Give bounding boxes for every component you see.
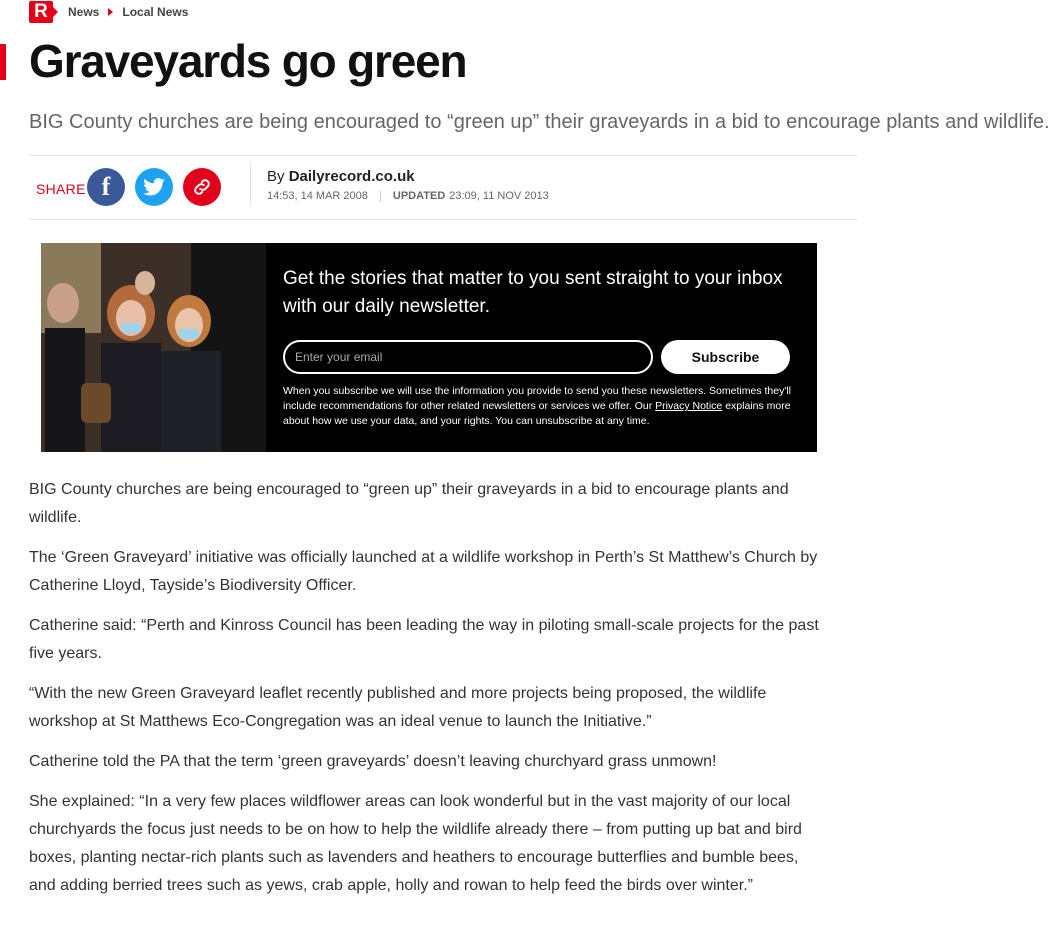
newsletter-signup: [41, 243, 817, 452]
students-photo: [41, 243, 266, 452]
newsletter-image: [41, 243, 266, 452]
updated-label: UPDATED: [392, 190, 446, 202]
newsletter-heading: Get the stories that matter to you sent straight to your inbox with our daily newsletter.: [283, 268, 783, 317]
twitter-icon: [143, 178, 165, 196]
subscribe-button[interactable]: Subscribe: [661, 340, 790, 374]
share-label: SHARE: [36, 181, 86, 197]
article-paragraph: Catherine said: “Perth and Kinross Council has been leading the way in piloting small-scale projects for the past five years.: [29, 617, 819, 662]
author-link[interactable]: Dailyrecord.co.uk: [288, 168, 415, 185]
byline-divider: [250, 162, 251, 206]
breadcrumb-local-news[interactable]: Local News: [122, 5, 189, 19]
link-icon: [191, 176, 213, 198]
byline: [267, 168, 415, 185]
updated-date: 23:09, 11 NOV 2013: [449, 190, 549, 202]
breadcrumb-news[interactable]: News: [68, 5, 100, 19]
divider: [29, 219, 857, 220]
chevron-right-icon: [108, 8, 113, 16]
site-logo[interactable]: R: [29, 1, 53, 23]
email-input[interactable]: [283, 340, 653, 374]
date-separator: [380, 191, 381, 202]
facebook-share-button[interactable]: [87, 168, 125, 206]
published-date: 14:53, 14 MAR 2008: [267, 190, 368, 202]
legal-text-1: When you subscribe we will use the information you provide to send you these newsletters. Sometimes they'll include recommendations for other related newsletters or services we offer. Our: [283, 385, 792, 412]
copy-link-button[interactable]: [183, 168, 221, 206]
article-body: [29, 476, 829, 912]
article-paragraph: “With the new Green Graveyard leaflet recently published and more projects being proposed, the wildlife workshop at St Matthews Eco-Congregation was an ideal venue to launch the Initiative.”: [29, 685, 767, 730]
divider: [29, 155, 857, 156]
title-accent-bar: [0, 44, 6, 80]
page-title: Graveyards go green: [29, 35, 467, 87]
article-paragraph: Catherine told the PA that the term ‘green graveyards’ doesn’t leaving churchyard grass unmown!: [29, 753, 717, 770]
byline-prefix: By: [267, 168, 285, 185]
twitter-share-button[interactable]: [135, 168, 173, 206]
article-paragraph: BIG County churches are being encouraged to “green up” their graveyards in a bid to encourage plants and wildlife.: [29, 481, 789, 526]
legal-text-2: explains more about how we use your data, and your rights. You can unsubscribe at any time.: [283, 400, 791, 427]
facebook-icon: f: [101, 172, 111, 201]
privacy-notice-link[interactable]: Privacy Notice: [655, 400, 723, 412]
standfirst: BIG County churches are being encouraged to “green up” their graveyards in a bid to encourage plants and wildlife.: [29, 111, 1050, 133]
breadcrumb: [29, 0, 188, 24]
article-paragraph: The ‘Green Graveyard’ initiative was officially launched at a wildlife workshop in Perth’s St Matthew’s Church by Catherine Lloyd, Tayside’s Biodiversity Officer.: [29, 549, 818, 594]
article-paragraph: She explained: “In a very few places wildflower areas can look wonderful but in the vast majority of our local churchyards the focus just needs to be on how to help the wildlife already there – from putting up bat and bird boxes, planting nectar-rich plants such as lavenders and heathers to encourage butterflies and bumble bees, and adding berried trees such as yews, crab apple, holly and rowan to help feed the birds over winter.”: [29, 793, 802, 894]
article-dates: [267, 190, 549, 202]
newsletter-legal-text: [283, 384, 803, 429]
